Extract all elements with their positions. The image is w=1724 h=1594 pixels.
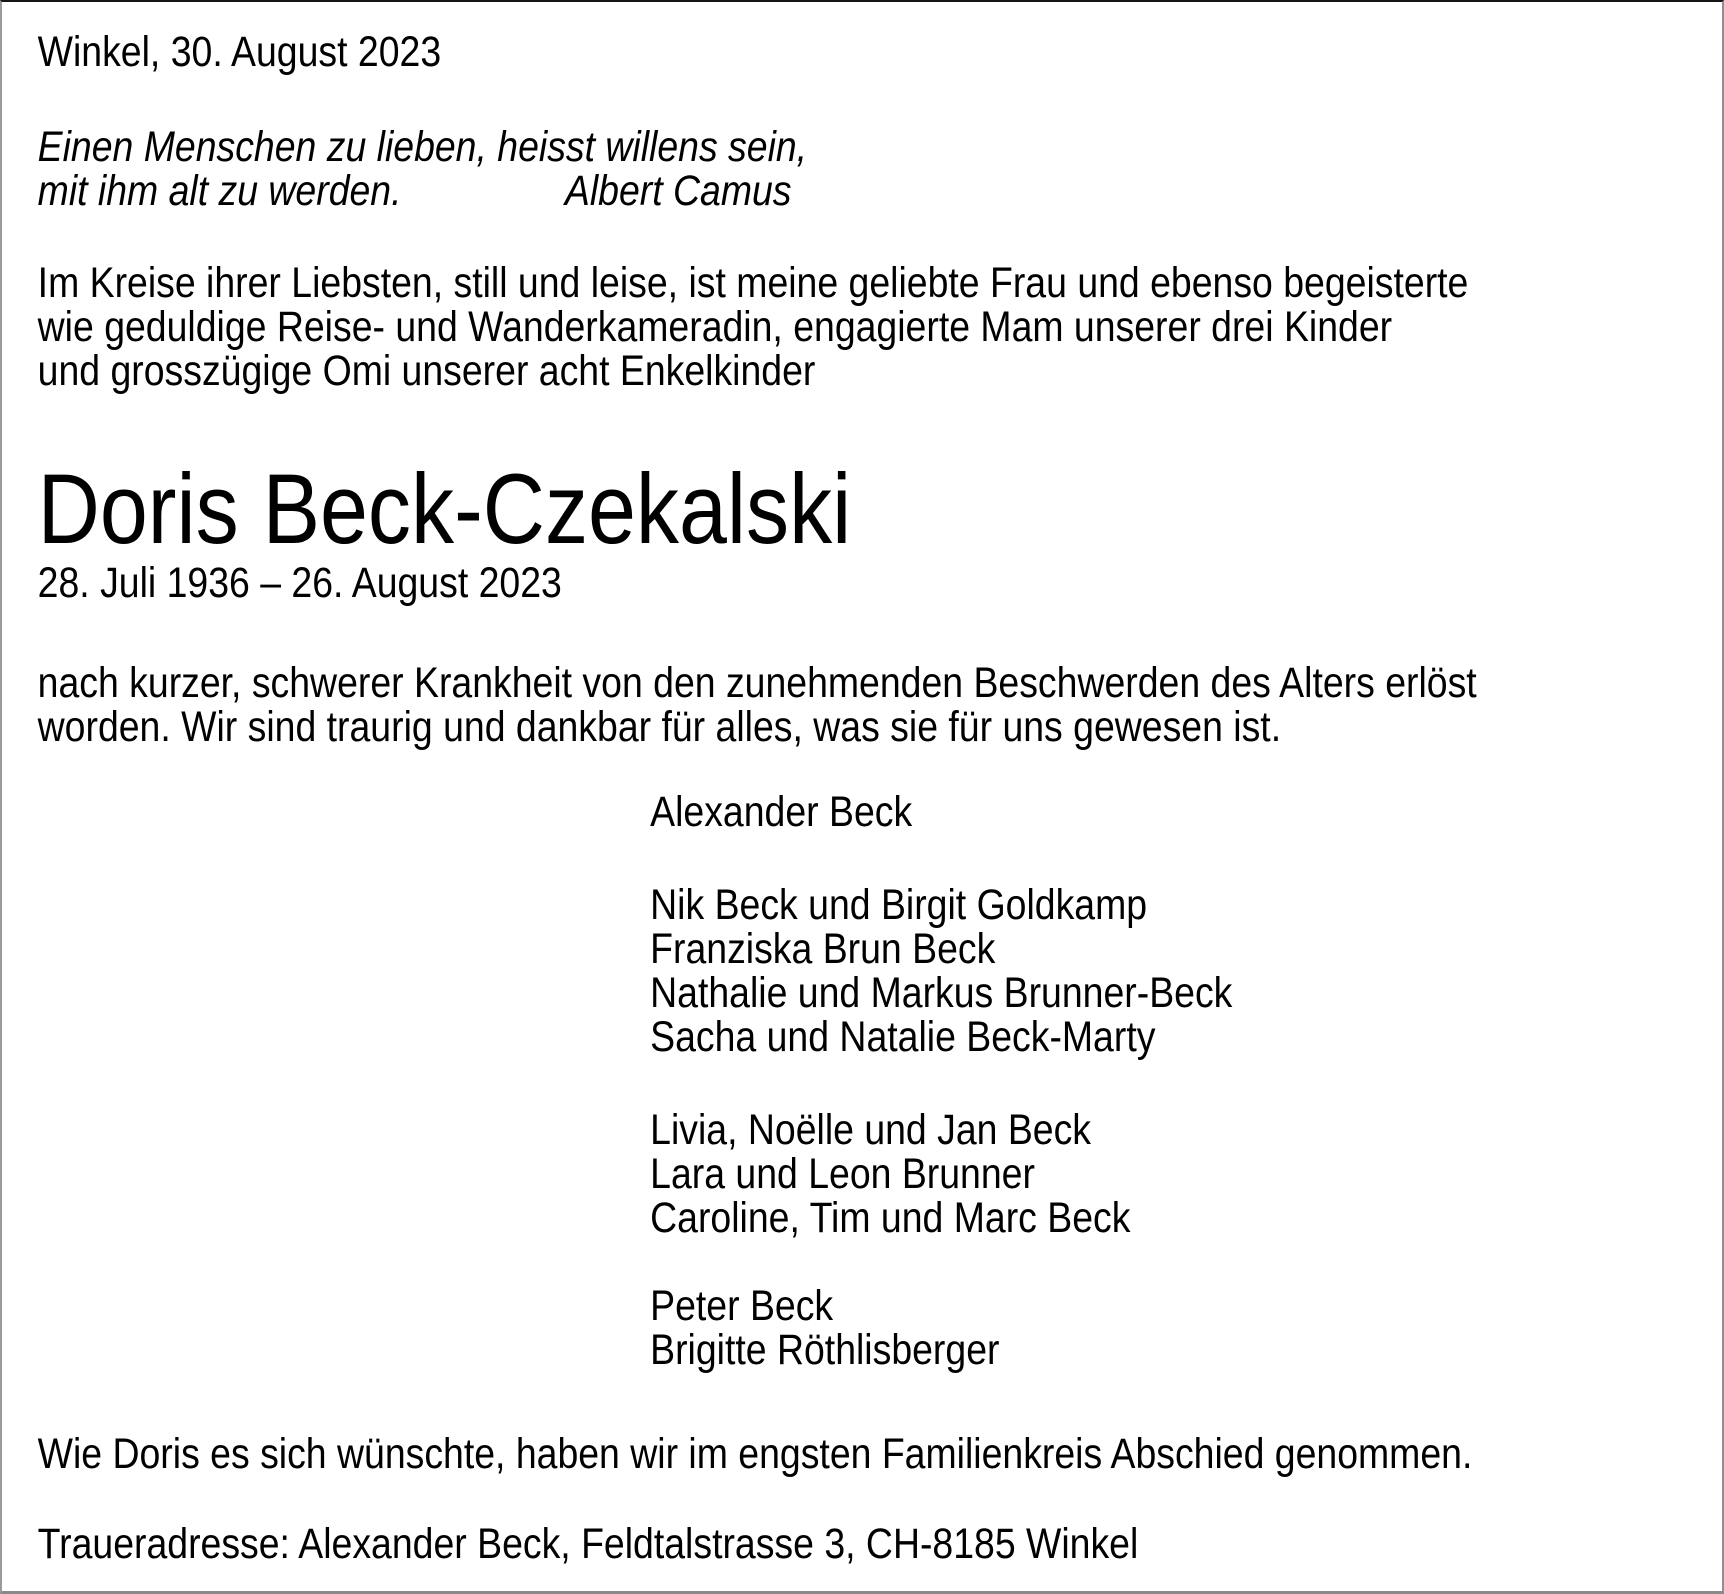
intro-line-2: wie geduldige Reise- und Wanderkameradin, engagierte Mam unserer drei Kinder <box>37 303 1393 351</box>
obituary-content <box>2 2 1724 1594</box>
mourners-group-1 <box>650 790 912 834</box>
mourner-name: Nik Beck und Birgit Goldkamp <box>650 881 1148 929</box>
intro-line-3: und grosszügige Omi unserer acht Enkelkinder <box>37 347 816 395</box>
mourner-name: Alexander Beck <box>650 788 913 836</box>
quote-line-2: mit ihm alt zu werden. <box>37 167 402 215</box>
mourners-group-3 <box>650 1108 1130 1240</box>
farewell-line: Wie Doris es sich wünschte, haben wir im engsten Familienkreis Abschied genommen. <box>37 1430 1473 1478</box>
passing-line-2: worden. Wir sind traurig und dankbar für alles, was sie für uns gewesen ist. <box>37 703 1282 751</box>
mourner-name: Livia, Noëlle und Jan Beck <box>650 1106 1092 1154</box>
passing-line-1: nach kurzer, schwerer Krankheit von den zunehmenden Beschwerden des Alters erlöst <box>37 659 1477 707</box>
mourner-name: Franziska Brun Beck <box>650 925 996 973</box>
memorial-quote <box>38 125 1724 213</box>
mourners-group-2 <box>650 883 1232 1059</box>
dateline: Winkel, 30. August 2023 <box>37 28 442 76</box>
deceased-name: Doris Beck-Czekalski <box>37 453 852 564</box>
mourners-group-4 <box>650 1284 999 1372</box>
mourner-name: Caroline, Tim und Marc Beck <box>650 1194 1131 1242</box>
mourning-address: Traueradresse: Alexander Beck, Feldtalstrasse 3, CH-8185 Winkel <box>37 1520 1139 1568</box>
mourner-name: Brigitte Röthlisberger <box>650 1326 1000 1374</box>
life-dates: 28. Juli 1936 – 26. August 2023 <box>37 559 562 607</box>
intro-line-1: Im Kreise ihrer Liebsten, still und leise, ist meine geliebte Frau und ebenso begeisterte <box>37 259 1469 307</box>
quote-attribution: Albert Camus <box>564 167 792 215</box>
passing-paragraph <box>38 661 1477 749</box>
mourner-name: Lara und Leon Brunner <box>650 1150 1035 1198</box>
quote-line-1: Einen Menschen zu lieben, heisst willens sein, <box>37 123 808 171</box>
mourner-name: Nathalie und Markus Brunner-Beck <box>650 969 1233 1017</box>
mourner-name: Sacha und Natalie Beck-Marty <box>650 1013 1156 1061</box>
mourner-name: Peter Beck <box>650 1282 834 1330</box>
intro-paragraph <box>38 261 1469 393</box>
